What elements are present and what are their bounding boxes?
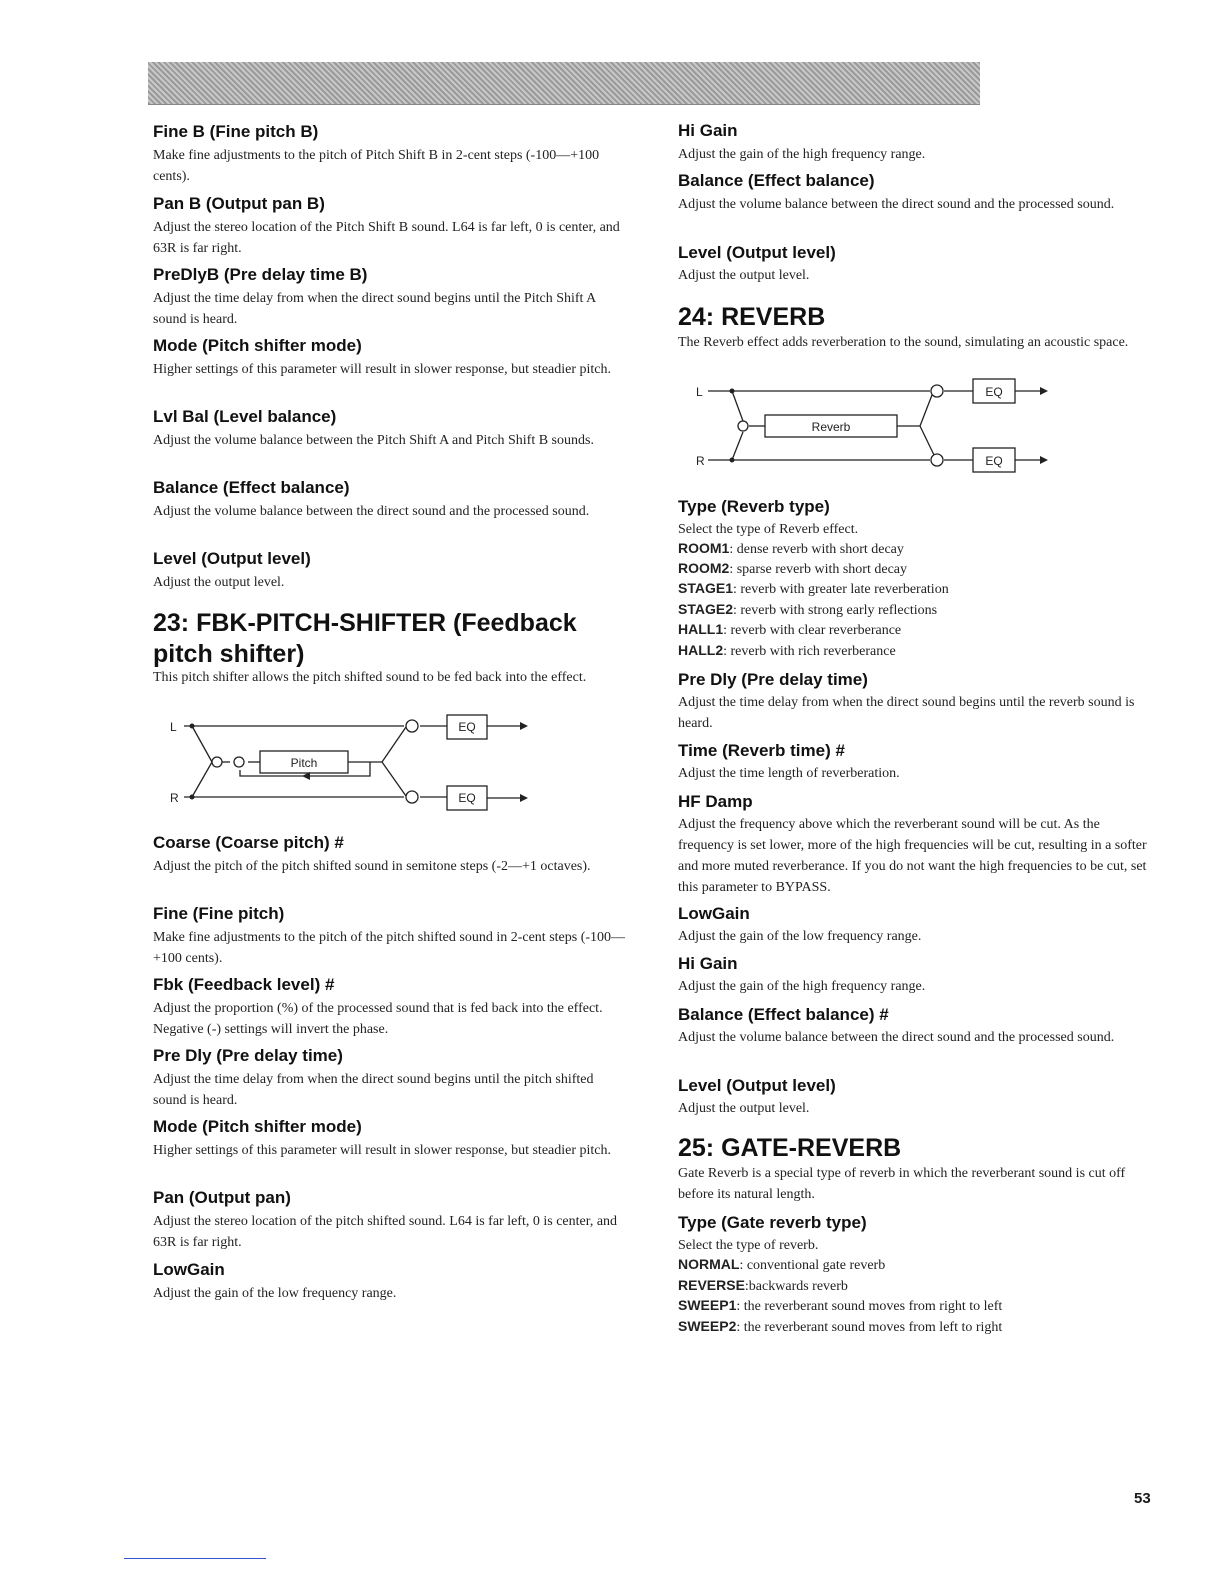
section-body: Adjust the output level. (153, 575, 285, 590)
section-body: Adjust the proportion (%) of the processed sound that is fed back into the effect. Negative (-) settings will invert the phase. (153, 1001, 603, 1037)
section-title: PreDlyB (Pre delay time B) (153, 265, 368, 284)
section-title: Level (Output level) (153, 549, 311, 568)
effect-intro: The Reverb effect adds reverberation to the sound, simulating an acoustic space. (678, 335, 1129, 350)
section-title: Pan B (Output pan B) (153, 194, 325, 213)
section-body: Adjust the pitch of the pitch shifted sound in semitone steps (-2—+1 octaves). (153, 859, 591, 874)
section-title: Fbk (Feedback level) # (153, 975, 335, 994)
section-body: Adjust the time delay from when the direct sound begins until the pitch shifted sound is heard. (153, 1072, 594, 1108)
diagram-eq-label: EQ (985, 454, 1003, 468)
section-title: HF Damp (678, 792, 753, 811)
section-title: LowGain (678, 904, 750, 923)
section-body: Adjust the time delay from when the direct sound begins until the Pitch Shift A sound is heard. (153, 291, 596, 327)
section-body: Select the type of Reverb effect. (678, 522, 859, 537)
section-title: Fine B (Fine pitch B) (153, 122, 319, 141)
section-body: Adjust the time length of reverberation. (678, 766, 900, 781)
section-body: Higher settings of this parameter will result in slower response, but steadier pitch. (153, 1143, 612, 1158)
section-title: Hi Gain (678, 121, 738, 140)
section-title: Fine (Fine pitch) (153, 904, 285, 923)
diagram-block-label: Reverb (811, 420, 851, 434)
diagram-eq-label: EQ (458, 791, 476, 805)
type-option: NORMAL: conventional gate reverb (678, 1256, 886, 1273)
section-body: Adjust the volume balance between the direct sound and the processed sound. (678, 1030, 1115, 1045)
type-option: ROOM1: dense reverb with short decay (678, 540, 904, 557)
section-body: Adjust the frequency above which the reverberant sound will be cut. As the frequency is set lower, more of the high frequencies will be cut, resulting in a softer and more muted reverberance. If you do not want the high frequencies to be cut, set this parameter to BYPASS. (678, 817, 1147, 895)
section-body: Adjust the gain of the low frequency range. (678, 929, 922, 944)
section-title: Pre Dly (Pre delay time) (678, 670, 868, 689)
effect-intro: Gate Reverb is a special type of reverb in which the reverberant sound is cut off before its natural length. (678, 1166, 1126, 1202)
section-title: Balance (Effect balance) # (678, 1005, 889, 1024)
section-body: Make fine adjustments to the pitch of Pitch Shift B in 2-cent steps (-100—+100 cents). (153, 148, 600, 184)
section-body: Higher settings of this parameter will result in slower response, but steadier pitch. (153, 362, 612, 377)
type-option: SWEEP2: the reverberant sound moves from left to right (678, 1318, 1003, 1335)
type-option: STAGE1: reverb with greater late reverberation (678, 580, 949, 597)
type-option: STAGE2: reverb with strong early reflections (678, 601, 938, 618)
section-title: Lvl Bal (Level balance) (153, 407, 337, 426)
fbk-pitch-diagram (160, 710, 540, 820)
section-body: Adjust the volume balance between the direct sound and the processed sound. (153, 504, 590, 519)
section-title: Pre Dly (Pre delay time) (153, 1046, 343, 1065)
diagram-eq-label: EQ (985, 385, 1003, 399)
effect-heading: 23: FBK-PITCH-SHIFTER (Feedback pitch shifter) (153, 609, 577, 668)
section-title: Level (Output level) (678, 1076, 836, 1095)
section-body: Adjust the stereo location of the Pitch Shift B sound. L64 is far left, 0 is center, and 63R is far right. (153, 220, 620, 256)
section-body: Make fine adjustments to the pitch of the pitch shifted sound in 2-cent steps (-100—+100 cents). (153, 930, 626, 966)
section-title: Mode (Pitch shifter mode) (153, 336, 362, 355)
section-body: Adjust the stereo location of the pitch shifted sound. L64 is far left, 0 is center, and 63R is far right. (153, 1214, 618, 1250)
section-body: Adjust the gain of the low frequency range. (153, 1286, 397, 1301)
type-option: HALL2: reverb with rich reverberance (678, 642, 896, 659)
section-title: Balance (Effect balance) (153, 478, 350, 497)
type-option: HALL1: reverb with clear reverberance (678, 621, 902, 638)
section-title: Mode (Pitch shifter mode) (153, 1117, 362, 1136)
section-title: Time (Reverb time) # (678, 741, 845, 760)
section-body: Adjust the gain of the high frequency range. (678, 147, 926, 162)
type-option: ROOM2: sparse reverb with short decay (678, 560, 908, 577)
section-title: Balance (Effect balance) (678, 171, 875, 190)
section-title: Type (Gate reverb type) (678, 1213, 867, 1232)
section-body: Adjust the volume balance between the direct sound and the processed sound. (678, 197, 1115, 212)
diagram-label-r: R (170, 791, 179, 805)
section-title: Type (Reverb type) (678, 497, 830, 516)
diagram-eq-label: EQ (458, 720, 476, 734)
section-body: Adjust the time delay from when the direct sound begins until the reverb sound is heard. (678, 695, 1135, 731)
diagram-block-label: Pitch (290, 756, 318, 770)
type-option: SWEEP1: the reverberant sound moves from right to left (678, 1297, 1003, 1314)
section-title: Hi Gain (678, 954, 738, 973)
header-band (148, 62, 980, 105)
diagram-label-l: L (696, 385, 703, 399)
section-title: Coarse (Coarse pitch) # (153, 833, 344, 852)
section-title: Pan (Output pan) (153, 1188, 291, 1207)
section-body: Adjust the gain of the high frequency range. (678, 979, 926, 994)
section-body: Adjust the output level. (678, 268, 810, 283)
section-title: LowGain (153, 1260, 225, 1279)
diagram-label-r: R (696, 454, 705, 468)
page-number: 53 (1134, 1490, 1151, 1507)
effect-heading: 24: REVERB (678, 303, 826, 331)
section-body: Adjust the output level. (678, 1101, 810, 1116)
section-body: Adjust the volume balance between the Pitch Shift A and Pitch Shift B sounds. (153, 433, 594, 448)
effect-heading: 25: GATE-REVERB (678, 1134, 902, 1162)
section-body: Select the type of reverb. (678, 1238, 819, 1253)
type-option: REVERSE:backwards reverb (678, 1277, 848, 1294)
section-title: Level (Output level) (678, 243, 836, 262)
reverb-diagram (690, 375, 1060, 480)
diagram-label-l: L (170, 720, 177, 734)
effect-intro: This pitch shifter allows the pitch shifted sound to be fed back into the effect. (153, 670, 587, 685)
footer-rule (124, 1558, 266, 1559)
